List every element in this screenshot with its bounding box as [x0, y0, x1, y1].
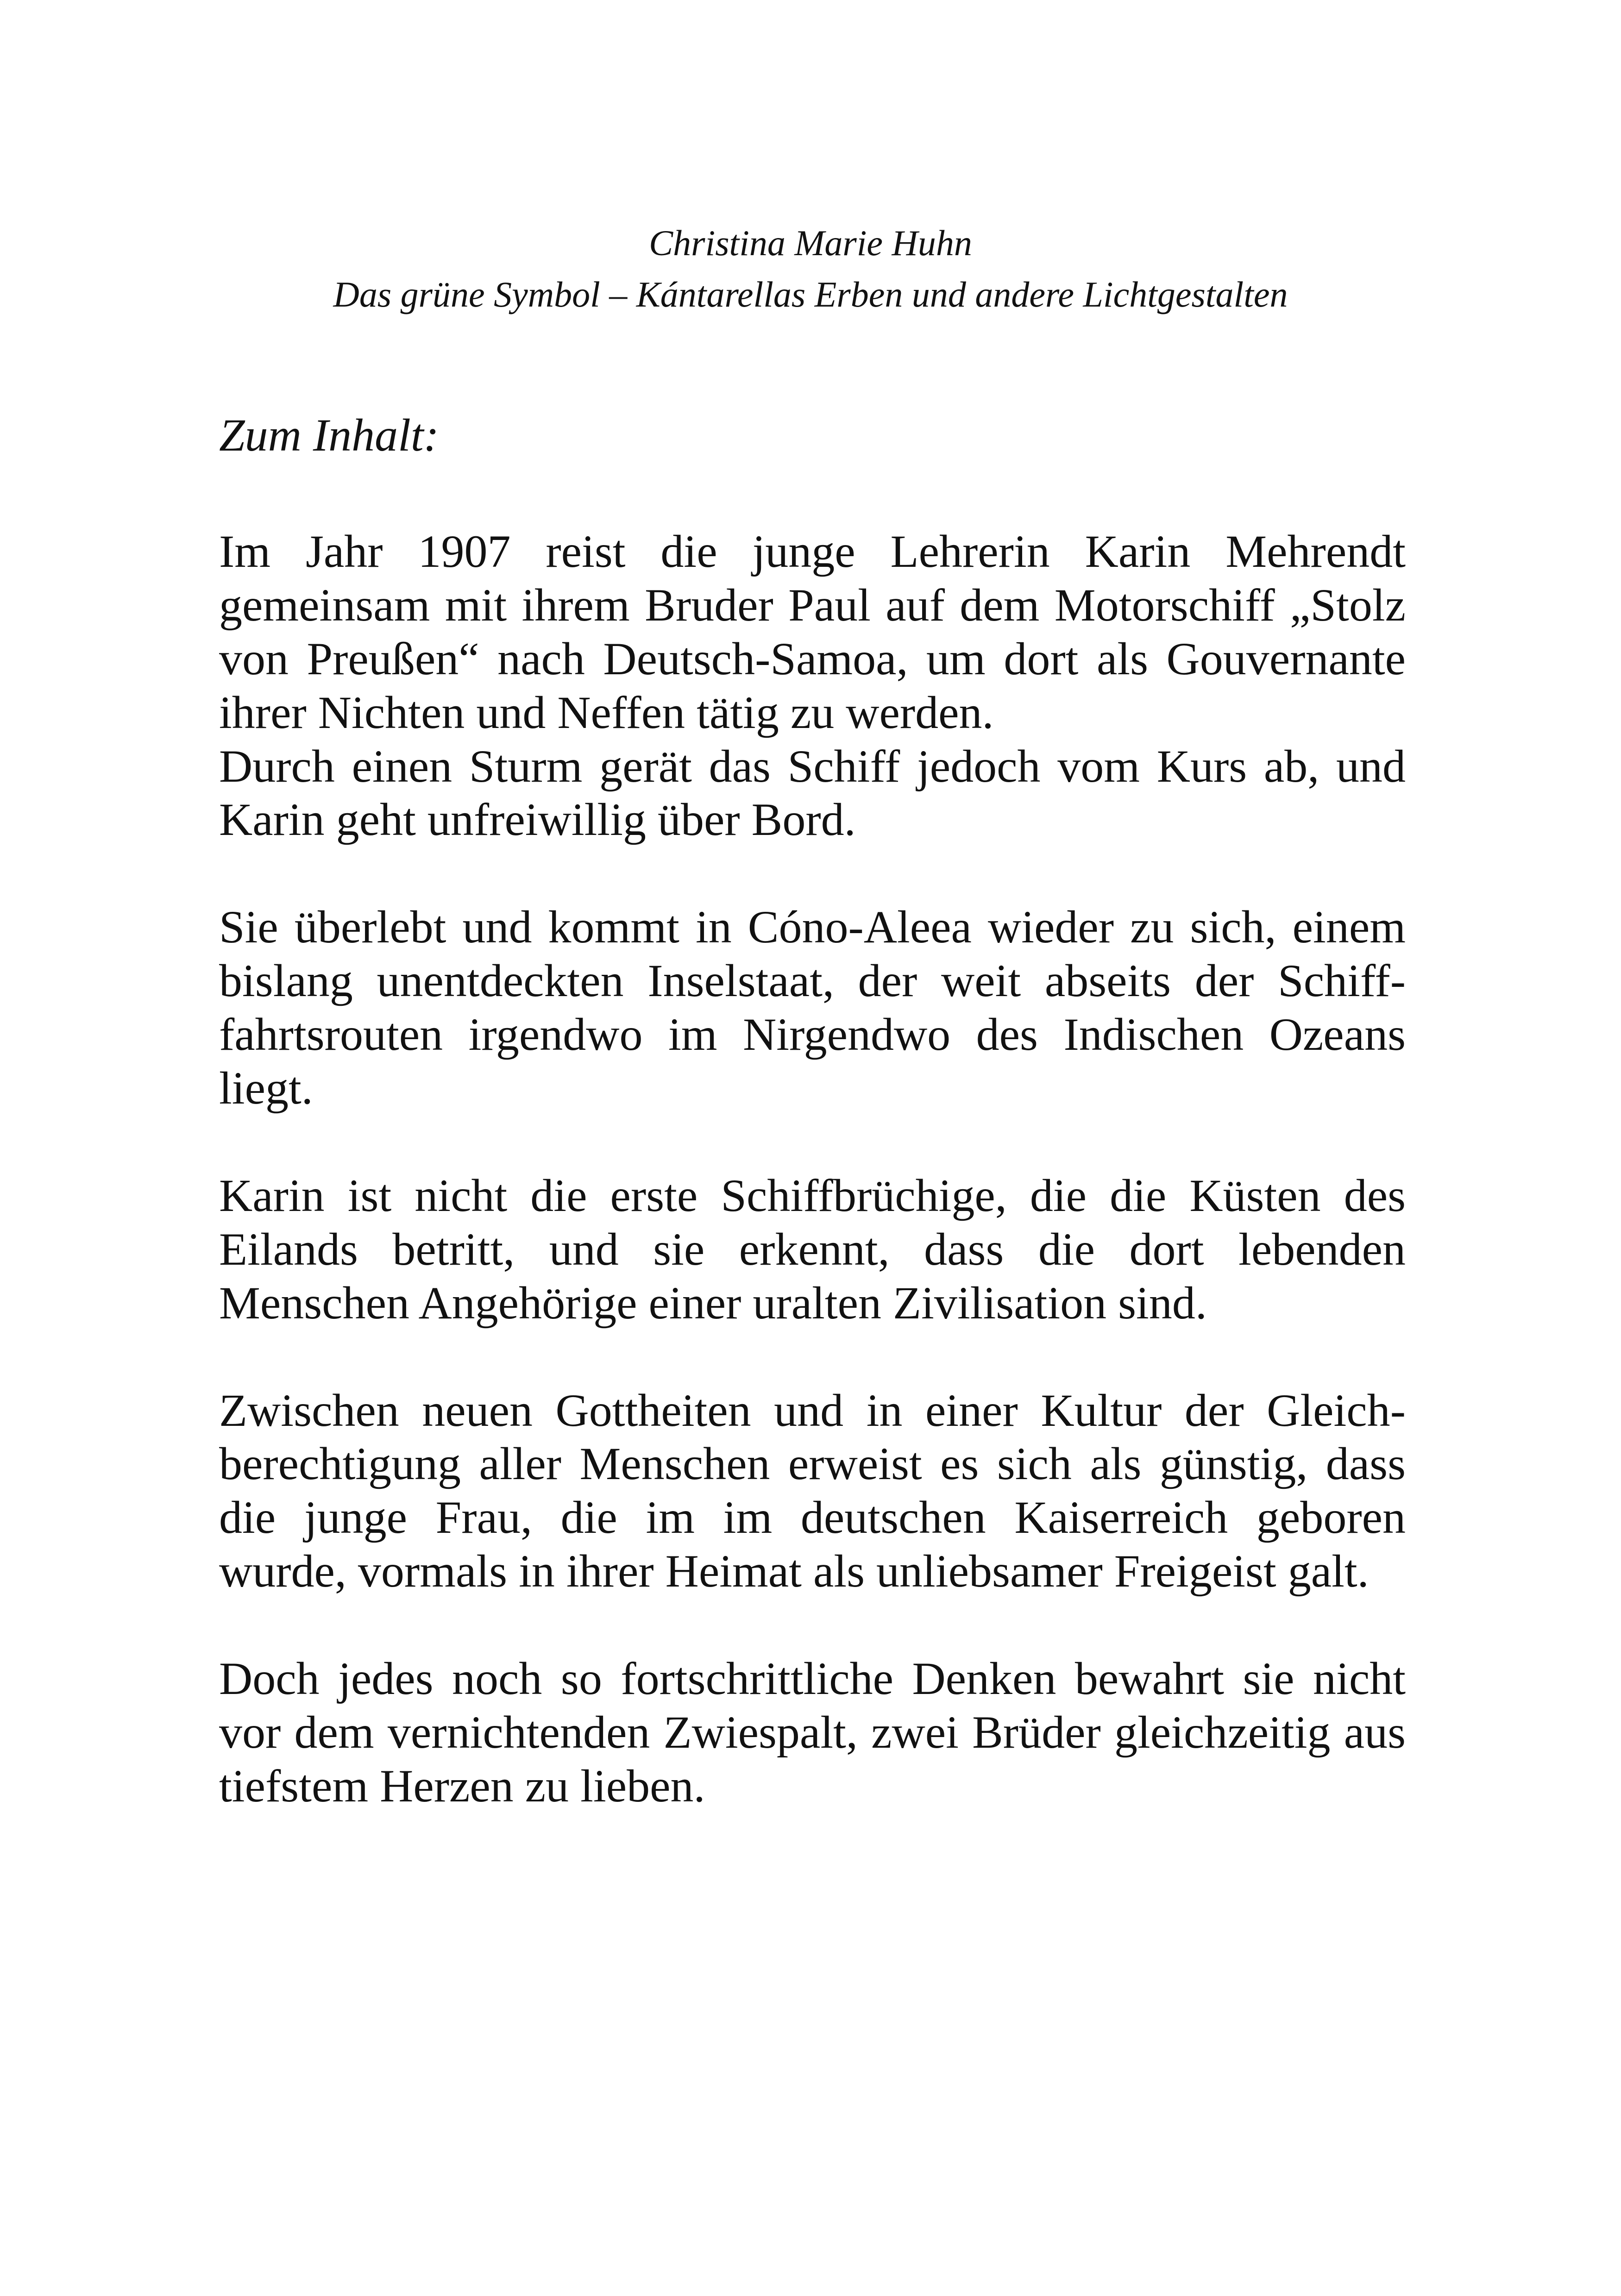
- paragraph-2: [219, 900, 1406, 1115]
- paragraph-1: [219, 525, 1406, 847]
- paragraph-text: Karin ist nicht die erste Schiffbrüchige, die die Küsten des Eilands betritt, und sie erkennt, dass die dort lebenden Menschen Angehörige einer uralten Zivilisation sind.: [219, 1169, 1406, 1329]
- book-title: Das grüne Symbol – Kántarellas Erben und andere Lichtgestalten: [333, 274, 1288, 314]
- paragraph-3: [219, 1169, 1406, 1330]
- paragraph-5: [219, 1652, 1406, 1813]
- paragraph-text: Durch einen Sturm gerät das Schiff jedoch vom Kurs ab, und Karin geht unfreiwillig über Bord.: [219, 740, 1406, 846]
- section-heading: Zum Inhalt:: [219, 409, 439, 461]
- document-body: [219, 408, 1406, 1867]
- paragraph-text: Sie überlebt und kommt in Cóno-Aleea wieder zu sich, einem bislang unentdeckten Inselstaat, der weit abseits der Schifffahrtsrouten irgendwo im Nirgendwo des Indischen Ozeans liegt.: [219, 901, 1406, 1114]
- paragraph-text: Doch jedes noch so fortschrittliche Denken bewahrt sie nicht vor dem vernichtenden Zwiespalt, zwei Brüder gleichzeitig aus tiefstem Herzen zu lieben.: [219, 1653, 1406, 1812]
- paragraph-text: Zwischen neuen Gottheiten und in einer Kultur der Gleichberechtigung aller Menschen erweist es sich als günstig, dass die junge Frau, die im im deutschen Kaiserreich geboren wurde, vormals in ihrer Heimat als unliebsamer Freigeist galt.: [219, 1384, 1406, 1597]
- paragraph-4: [219, 1384, 1406, 1599]
- author-name: Christina Marie Huhn: [649, 223, 972, 263]
- paragraph-text: Im Jahr 1907 reist die junge Lehrerin Karin Mehrendt gemeinsam mit ihrem Bruder Paul auf dem Motorschiff „Stolz von Preußen“ nach Deutsch-Samoa, um dort als Gouvernante ihrer Nichten und Neffen tätig zu werden.: [219, 526, 1406, 738]
- document-header: [0, 218, 1621, 320]
